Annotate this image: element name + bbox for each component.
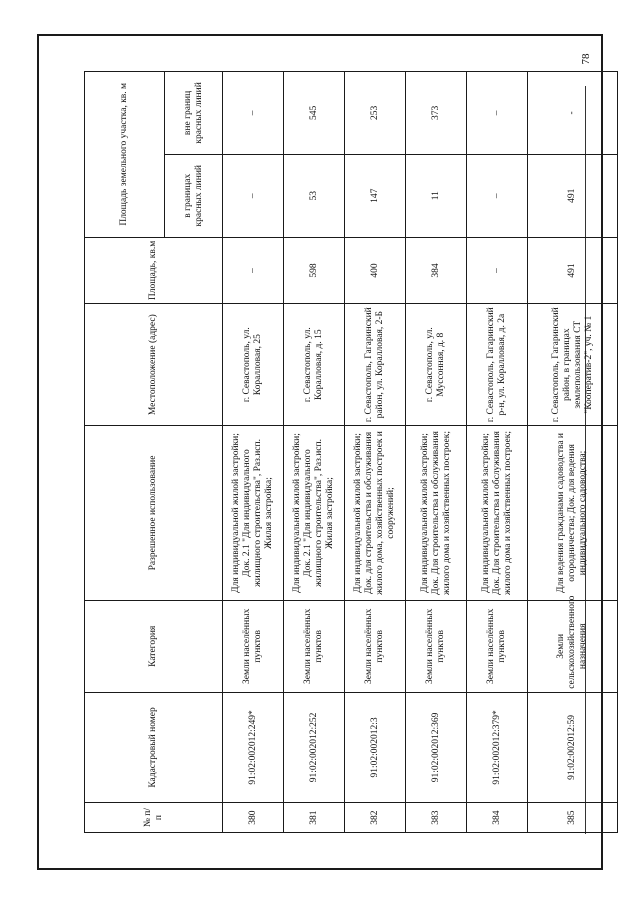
cell-area: 491 [528,237,618,304]
cell-inside-red-lines: – [223,154,284,237]
cell-inside-red-lines: 11 [406,154,467,237]
cell-cadastral-number: 91:02:002012:249* [223,692,284,802]
header-cadastral-number: Кадастровый номер [85,692,223,802]
cell-number: 382 [345,803,406,833]
cell-category: Земли населённых пунктов [345,600,406,692]
cell-number: 385 [528,803,618,833]
cell-number: 384 [467,803,528,833]
cell-area: – [223,237,284,304]
cell-cadastral-number: 91:02:002012:252 [284,692,345,802]
cell-outside-red-lines: – [467,72,528,155]
cell-cadastral-number: 91:02:002012:379* [467,692,528,802]
header-location: Местоположение (адрес) [85,304,223,426]
cell-area: 598 [284,237,345,304]
cell-area: 400 [345,237,406,304]
cell-cadastral-number: 91:02:002012:369 [406,692,467,802]
header-area: Площадь, кв.м [85,237,223,304]
cell-inside-red-lines: – [467,154,528,237]
cell-location: г. Севастополь, ул. Муссонная, д. 8 [406,304,467,426]
cell-inside-red-lines: 53 [284,154,345,237]
header-inside-red-lines: в границах красных линий [165,154,223,237]
header-outside-red-lines: вне границ красных линий [165,72,223,155]
cell-outside-red-lines: 373 [406,72,467,155]
table-row [284,72,345,833]
cell-permitted-use: Для индивидуальной жилой застройки; Док. 2.1 "Для индивидуального жилищного строительства", Раз.исп. Жилая застройка; [223,426,284,601]
cell-permitted-use: Для индивидуальной жилой застройки; Док. Для строительства и обслуживания жилого дома и хозяйственных построек; [406,426,467,601]
cell-inside-red-lines: 491 [528,154,618,237]
table-row [467,72,528,833]
cell-permitted-use: Для индивидуальной жилой застройки; Док. для строительства и обслуживания жилого дома, хозяйственных построек и сооружений; [345,426,406,601]
cell-category: Земли населённых пунктов [223,600,284,692]
cell-location: г. Севастополь, Гагаринский р-н, ул. Коралловая, д. 2а [467,304,528,426]
cell-permitted-use: Для ведения гражданами садоводства и огородничества; Док. для ведения индивидуального садоводства; [528,426,618,601]
header-permitted-use: Разрешенное использование [85,426,223,601]
table-row [223,72,284,833]
header-number: № п/п [85,803,223,833]
land-parcel-table [84,71,618,833]
cell-number: 380 [223,803,284,833]
cell-cadastral-number: 91:02:002012:59 [528,692,618,802]
cell-location: г. Севастополь, Гагаринский район, ул. Коралловая, 2-Б [345,304,406,426]
cell-cadastral-number: 91:02:002012:3 [345,692,406,802]
cell-outside-red-lines: 545 [284,72,345,155]
cell-inside-red-lines: 147 [345,154,406,237]
cell-outside-red-lines: 253 [345,72,406,155]
cell-category: Земли сельскохозяйственного назначения [528,600,618,692]
header-category: Категория [85,600,223,692]
header-parcel-area: Площадь земельного участка, кв. м [85,72,165,238]
page-number: 78 [580,53,592,65]
table-row [528,72,618,833]
cell-area: 384 [406,237,467,304]
cell-permitted-use: Для индивидуальной жилой застройки; Док. Для строительства и обслуживания жилого дома и хозяйственных построек; [467,426,528,601]
cell-category: Земли населённых пунктов [406,600,467,692]
cell-category: Земли населённых пунктов [467,600,528,692]
cell-category: Земли населённых пунктов [284,600,345,692]
rotated-table-container [84,71,594,833]
cell-area: – [467,237,528,304]
cell-location: г. Севастополь, ул. Коралловая, 25 [223,304,284,426]
cell-number: 383 [406,803,467,833]
cell-outside-red-lines: – [223,72,284,155]
cell-location: г. Севастополь, ул. Коралловая, д. 15 [284,304,345,426]
cell-permitted-use: Для индивидуальной жилой застройки; Док. 2.1 "Для индивидуального жилищного строительства", Раз.исп. Жилая застройка; [284,426,345,601]
table-row [345,72,406,833]
cell-location: г. Севастополь, Гагаринский район, в границах землепользования СТ "Кооператив-2", уч. № 1 [528,304,618,426]
table-row [406,72,467,833]
cell-outside-red-lines: - [528,72,618,155]
cell-number: 381 [284,803,345,833]
